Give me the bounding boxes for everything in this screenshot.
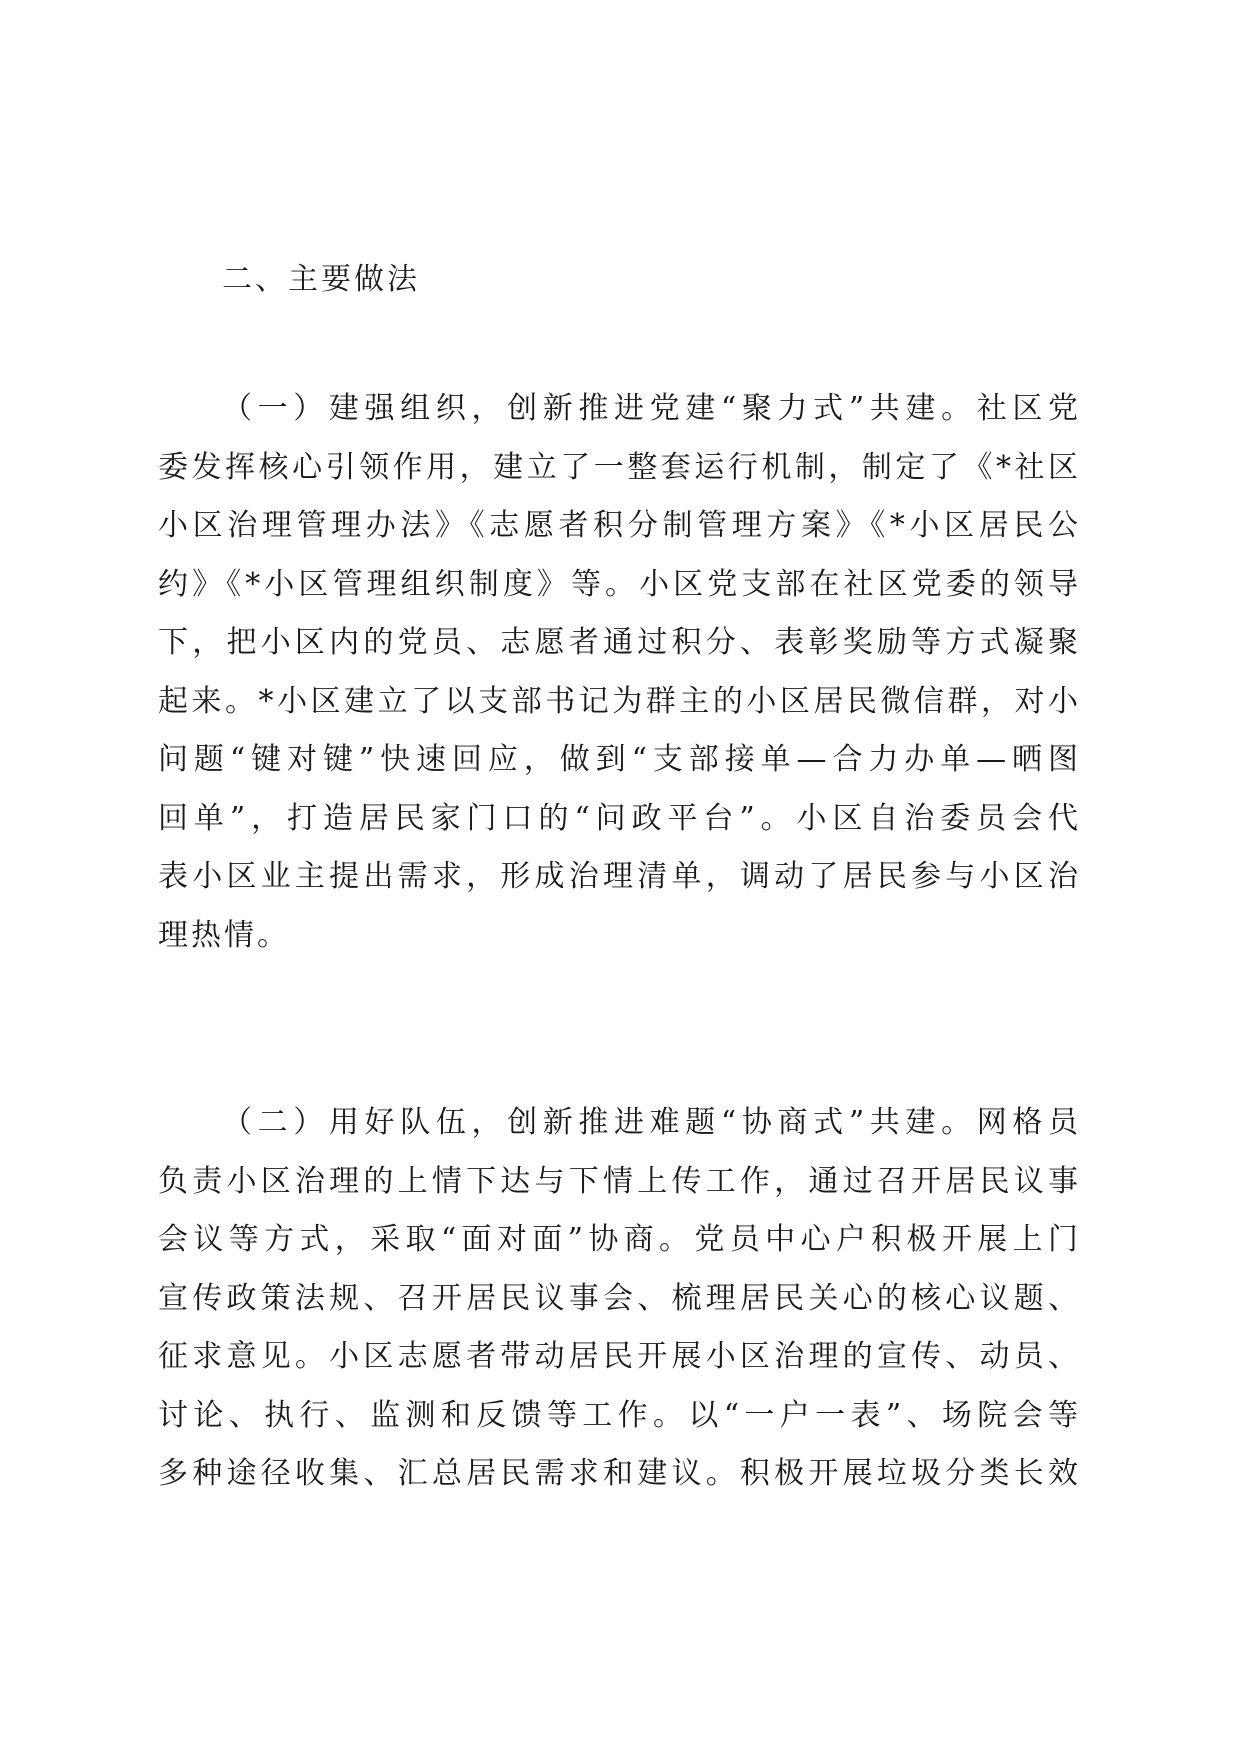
paragraph-line: 理热情。 bbox=[158, 917, 290, 953]
paragraph-party-building bbox=[158, 380, 1078, 965]
paragraph-line: 宣传政策法规、召开居民议事会、梳理居民关心的核心议题、 bbox=[158, 1280, 1078, 1316]
paragraph-line: 约》《*小区管理组织制度》等。小区党支部在社区党委的领导 bbox=[158, 566, 1078, 602]
paragraph-line: 表小区业主提出需求，形成治理清单，调动了居民参与小区治 bbox=[158, 859, 1078, 894]
paragraph-line: 回单”，打造居民家门口的“问政平台”。小区自治委员会代 bbox=[158, 800, 1078, 836]
section-heading: 二、主要做法 bbox=[222, 262, 420, 297]
paragraph-line: 起来。*小区建立了以支部书记为群主的小区居民微信群，对小 bbox=[158, 683, 1078, 719]
paragraph-line: 讨论、执行、监测和反馈等工作。以“一户一表”、场院会等 bbox=[158, 1397, 1078, 1433]
paragraph-team-consultation bbox=[158, 1094, 1078, 1504]
paragraph-line: （一）建强组织，创新推进党建“聚力式”共建。社区党 bbox=[222, 391, 1078, 426]
paragraph-line: 多种途径收集、汇总居民需求和建议。积极开展垃圾分类长效 bbox=[158, 1456, 1078, 1491]
paragraph-line: 问题“键对键”快速回应，做到“支部接单—合力办单—晒图 bbox=[158, 742, 1078, 777]
paragraph-line: 负责小区治理的上情下达与下情上传工作，通过召开居民议事 bbox=[158, 1163, 1078, 1199]
paragraph-line: 下，把小区内的党员、志愿者通过积分、表彰奖励等方式凝聚 bbox=[158, 625, 1078, 660]
paragraph-line: 小区治理管理办法》《志愿者积分制管理方案》《*小区居民公 bbox=[158, 508, 1078, 543]
paragraph-line: 征求意见。小区志愿者带动居民开展小区治理的宣传、动员、 bbox=[158, 1339, 1078, 1374]
paragraph-line: 会议等方式，采取“面对面”协商。党员中心户积极开展上门 bbox=[158, 1222, 1078, 1257]
paragraph-line: 委发挥核心引领作用，建立了一整套运行机制，制定了《*社区 bbox=[158, 449, 1078, 485]
paragraph-line: （二）用好队伍，创新推进难题“协商式”共建。网格员 bbox=[222, 1105, 1078, 1140]
